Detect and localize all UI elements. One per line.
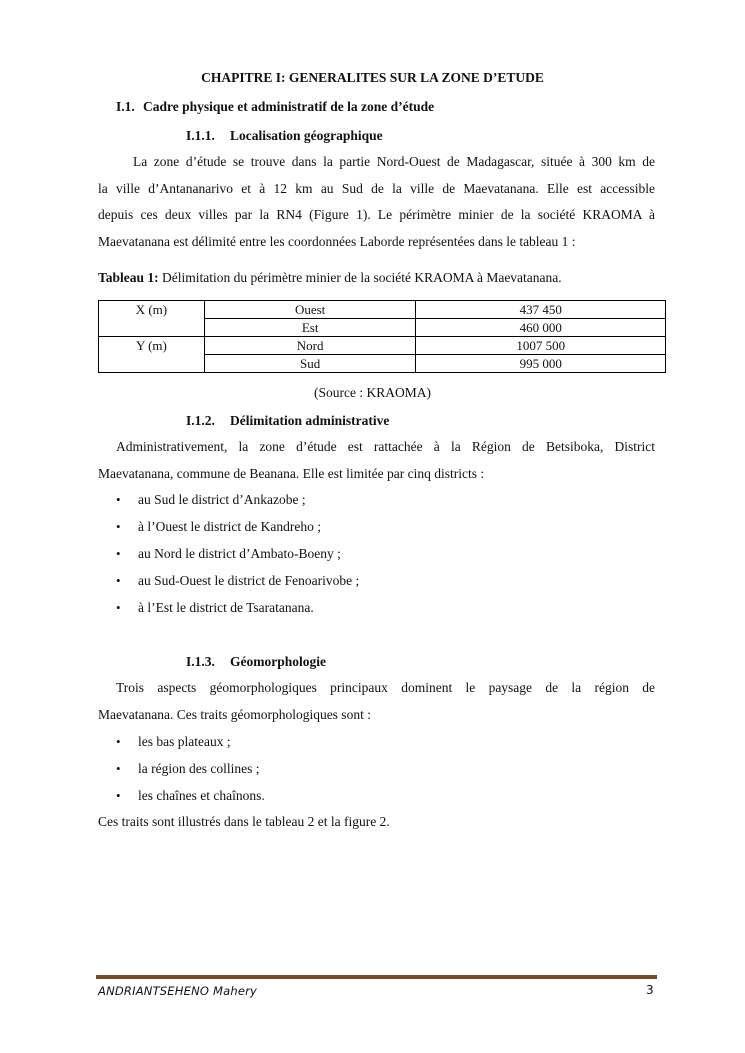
list-item	[116, 573, 359, 589]
closing-sentence: Ces traits sont illustrés dans le tableau 2 et la figure 2.	[98, 814, 390, 829]
list-item	[116, 546, 341, 562]
paragraph-line: Trois aspects géomorphologiques principaux dominent le paysage de la région de	[116, 680, 655, 695]
section-title: Cadre physique et administratif de la zone d’étude	[143, 99, 435, 114]
list-item	[116, 788, 265, 804]
list-item-text: au Sud-Ouest le district de Fenoarivobe ;	[138, 573, 360, 588]
footer-author: ANDRIANTSEHENO Mahery	[98, 984, 258, 998]
bullet-icon: •	[116, 573, 121, 588]
bullet-icon: •	[116, 761, 121, 776]
bullet-icon: •	[116, 600, 121, 615]
table-cell-direction: Sud	[204, 355, 416, 373]
list-item-text: au Sud le district d’Ankazobe ;	[138, 492, 306, 507]
table-cell-value: 995 000	[416, 355, 666, 373]
table-cell-direction: Est	[204, 319, 416, 337]
subsection-heading-localisation	[186, 128, 383, 144]
section-heading-1	[116, 99, 434, 115]
list-item-text: au Nord le district d’Ambato-Boeny ;	[138, 546, 341, 561]
table-row	[99, 337, 666, 355]
paragraph-line: Maevatanana. Ces traits géomorphologiques sont :	[98, 706, 371, 722]
subsection-number: I.1.1.	[186, 128, 215, 143]
list-item-text: la région des collines ;	[138, 761, 260, 776]
paragraph-line: La zone d’étude se trouve dans la partie Nord-Ouest de Madagascar, située à 300 km de	[133, 154, 655, 169]
bullet-icon: •	[116, 788, 121, 803]
table-source: (Source : KRAOMA)	[314, 385, 431, 400]
table-row	[99, 301, 666, 319]
section-number: I.1.	[116, 99, 135, 114]
paragraph-line: depuis ces deux villes par la RN4 (Figure 1). Le périmètre minier de la société KRAOMA à	[98, 207, 655, 222]
table-caption-label: Tableau 1:	[98, 270, 159, 285]
table-cell-value: 437 450	[416, 301, 666, 319]
table-cell-value: 460 000	[416, 319, 666, 337]
list-item	[116, 519, 321, 535]
paragraph-delimitation	[98, 434, 655, 487]
bullet-icon: •	[116, 734, 121, 749]
paragraph-line: Maevatanana est délimité entre les coordonnées Laborde représentées dans le tableau 1 :	[98, 233, 576, 249]
coordinates-table	[98, 300, 666, 373]
paragraph-geomorphologie	[98, 675, 655, 728]
table-caption-text: Délimitation du périmètre minier de la société KRAOMA à Maevatanana.	[158, 270, 562, 285]
paragraph-localisation	[98, 149, 655, 255]
list-item	[116, 734, 231, 750]
list-item	[116, 761, 259, 777]
paragraph-line: la ville d’Antananarivo et à 12 km au Sud de la ville de Maevatanana. Elle est accessible	[98, 180, 655, 196]
list-item-text: les bas plateaux ;	[138, 734, 231, 749]
table-cell-direction: Nord	[204, 337, 416, 355]
footer-rule	[96, 975, 657, 979]
subsection-heading-delimitation	[186, 413, 389, 429]
subsection-heading-geomorphologie	[186, 654, 326, 670]
bullet-icon: •	[116, 492, 121, 507]
subsection-number: I.1.3.	[186, 654, 215, 669]
chapter-title: CHAPITRE I: GENERALITES SUR LA ZONE D’ETUDE	[201, 70, 544, 85]
bullet-icon: •	[116, 546, 121, 561]
paragraph-line: Maevatanana, commune de Beanana. Elle est limitée par cinq districts :	[98, 465, 485, 481]
table-caption	[98, 270, 562, 286]
bullet-icon: •	[116, 519, 121, 534]
table-cell-value: 1007 500	[416, 337, 666, 355]
list-item-text: les chaînes et chaînons.	[138, 788, 265, 803]
table-cell-direction: Ouest	[204, 301, 416, 319]
paragraph-line: Administrativement, la zone d’étude est rattachée à la Région de Betsiboka, District	[116, 439, 655, 454]
subsection-number: I.1.2.	[186, 413, 215, 428]
table-cell-axis: Y (m)	[99, 337, 205, 373]
list-item	[116, 492, 306, 508]
table-cell-axis: X (m)	[99, 301, 205, 337]
subsection-title: Délimitation administrative	[230, 413, 390, 428]
list-item-text: à l’Est le district de Tsaratanana.	[138, 600, 314, 615]
subsection-title: Localisation géographique	[230, 128, 383, 143]
list-item	[116, 600, 314, 616]
list-item-text: à l’Ouest le district de Kandreho ;	[138, 519, 321, 534]
page-number: 3	[646, 983, 654, 997]
subsection-title: Géomorphologie	[230, 654, 326, 669]
